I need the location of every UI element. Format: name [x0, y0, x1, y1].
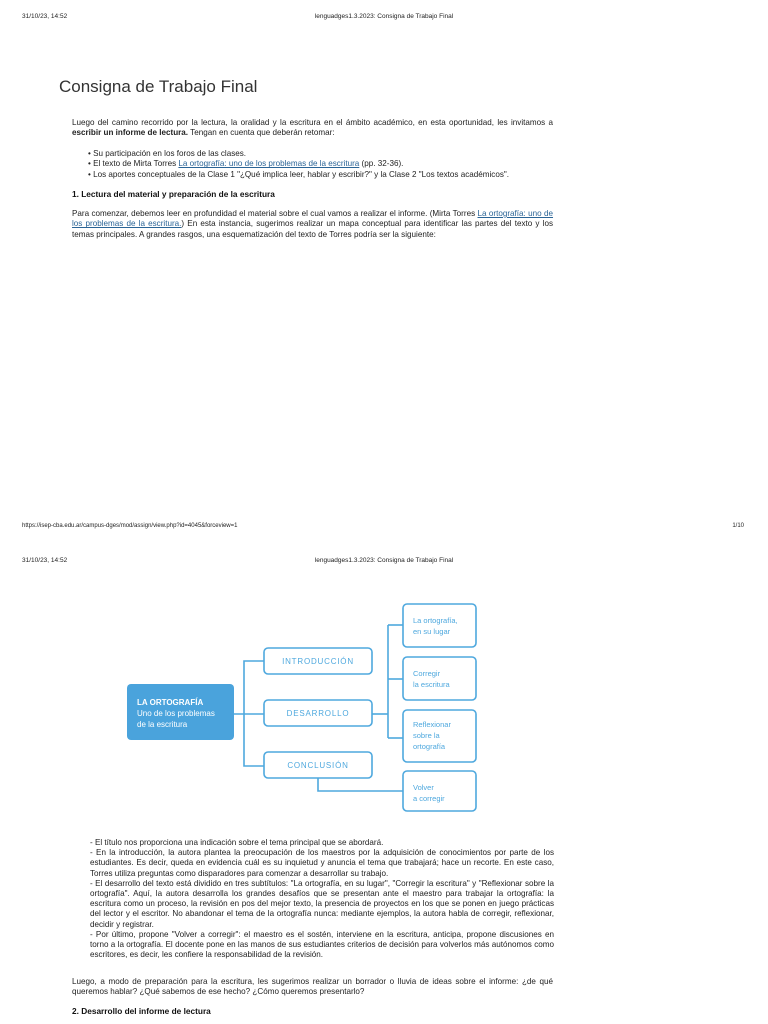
analysis-list	[90, 838, 554, 960]
print-title-2: lenguadges1.3.2023: Consigna de Trabajo Final	[314, 557, 454, 564]
print-date-2: 31/10/23, 14:52	[22, 557, 68, 564]
leaf-correct-writing	[403, 657, 476, 700]
footer-url: https://isep-cba.edu.ar/campus-dges/mod/assign/view.php?id=4045&forceview=1	[22, 523, 238, 529]
print-date: 31/10/23, 14:52	[22, 13, 68, 20]
print-title: lenguadges1.3.2023: Consigna de Trabajo Final	[314, 13, 454, 20]
torres-text-link-2[interactable]: La ortografía: uno de los problemas de la escritura.	[72, 209, 554, 229]
requirements-list	[88, 149, 558, 180]
list-item: • El texto de Mirta Torres La ortografía: uno de los problemas de la escritura (pp. 32-36).	[88, 159, 558, 169]
leaf-3-line-3: ortografía	[413, 742, 446, 751]
list-item: - En la introducción, la autora plantea la preocupación de los maestros por la adquisición de conocimientos por parte de los estudiantes. Es decir, queda en evidencia cuál es su inquietud y anuncia el tema que trabajará; hace un recorte. En este caso, Torres utiliza preguntas como disparadores para comenzar a desarrollar su trabajo.	[90, 848, 554, 878]
main-topic-title: LA ORTOGRAFÍA	[137, 698, 204, 707]
page-number: 1/10	[732, 523, 744, 529]
leaf-2-line-1: Corregir	[413, 669, 441, 678]
list-item: - Por último, propone "Volver a corregir": el maestro es el sostén, interviene en la escritura, anticipa, propone discusiones en torno a la ortografía. El docente pone en las manos de sus estudiantes criterios de decisión para volverlos más autónomos como escritores, es decir, les confiere la responsabilidad de la revisión.	[90, 929, 554, 960]
leaf-4-line-2: a corregir	[413, 794, 445, 803]
page-title: Consigna de Trabajo Final	[59, 77, 258, 96]
reading-paragraph: Para comenzar, debemos leer en profundidad el material sobre el cual vamos a realizar el informe. (Mirta Torres La ortografía: uno de los problemas de la escritura.) En esta instancia, sugerimos realizar un mapa conceptual para identificar las partes del texto y los temas principales. A grandes rasgos, una esquematización del texto de Torres podría ser la siguiente:	[72, 209, 554, 239]
main-topic-subtitle-2: de la escritura	[137, 720, 188, 729]
list-item: • Los aportes conceptuales de la Clase 1 "¿Qué implica leer, hablar y escribir?" y la Clase 2 "Los textos académicos".	[88, 170, 558, 180]
leaf-4-line-1: Volver	[413, 783, 434, 792]
preparation-paragraph: Luego, a modo de preparación para la escritura, les sugerimos realizar un borrador o lluvia de ideas sobre el informe: ¿de qué queremos hablar? ¿Qué sabemos de ese hecho? ¿Cómo queremos presentarlo?	[72, 977, 553, 997]
leaf-3-line-1: Reflexionar	[413, 720, 451, 729]
main-topic-subtitle-1: Uno de los problemas	[137, 709, 215, 718]
leaf-1-line-2: en su lugar	[413, 627, 451, 636]
section-heading-2: 2. Desarrollo del informe de lectura	[72, 1006, 211, 1016]
leaf-1-line-1: La ortografía,	[413, 616, 458, 625]
node-introduction-label: INTRODUCCIÓN	[282, 657, 354, 666]
intro-paragraph: Luego del camino recorrido por la lectura, la oralidad y la escritura en el ámbito académico, en esta oportunidad, les invitamos a escribir un informe de lectura. Tengan en cuenta que deberán retomar:	[72, 118, 553, 138]
leaf-2-line-2: la escritura	[413, 680, 450, 689]
leaf-3-line-2: sobre la	[413, 731, 440, 740]
list-item: - El título nos proporciona una indicación sobre el tema principal que se abordará.	[90, 838, 384, 847]
concept-map	[120, 598, 490, 818]
list-item: • Su participación en los foros de las clases.	[88, 149, 558, 159]
leaf-orthography-in-place	[403, 604, 476, 647]
list-item: - El desarrollo del texto está dividido en tres subtítulos: "La ortografía, en su lugar", "Corregir la escritura" y "Reflexionar sobre la ortografía". Aquí, la autora desarrolla los grandes desafíos que se presentan ante el maestro para trabajar la ortografía: la escritura como un proceso, la revisión en pos del mejor texto, la presencia de proyectos en los que se ponen en juego prácticas del lector y el escritor. No abandonar el tema de la ortografía nunca: mediante ejemplos, la autora habla de corregir, reflexionar, decidir y registrar.	[90, 878, 554, 929]
section-heading-1: 1. Lectura del material y preparación de la escritura	[72, 189, 275, 199]
torres-text-link[interactable]: La ortografía: uno de los problemas de la escritura	[178, 159, 360, 169]
node-conclusion-label: CONCLUSIÓN	[287, 761, 349, 770]
node-development-label: DESARROLLO	[286, 709, 350, 718]
